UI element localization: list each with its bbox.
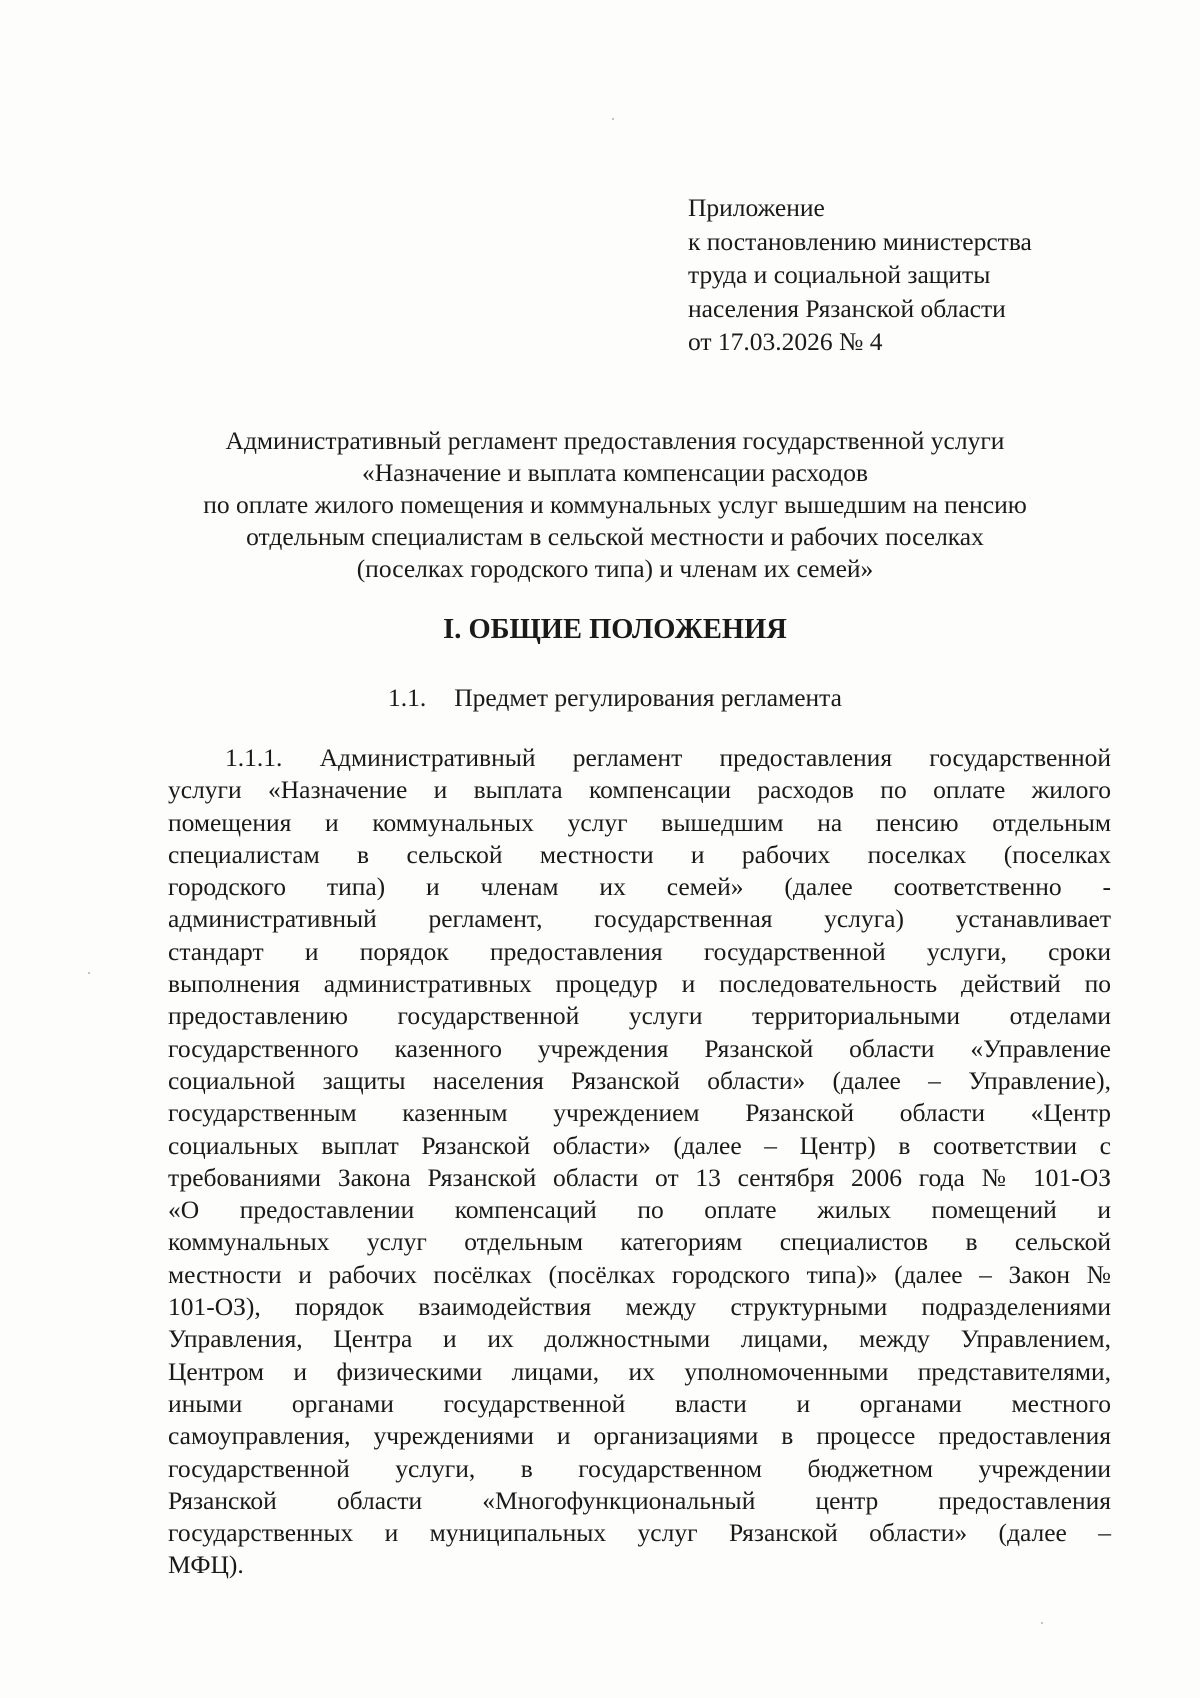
paragraph-line: Центром и физическими лицами, их уполномоченными представителями, bbox=[168, 1356, 1111, 1386]
paragraph-line: МФЦ). bbox=[168, 1550, 244, 1580]
scan-speck bbox=[88, 972, 90, 974]
paragraph-line: «О предоставлении компенсаций по оплате жилых помещений и bbox=[168, 1195, 1111, 1225]
scan-speck bbox=[612, 118, 614, 120]
paragraph-line: коммунальных услуг отдельным категориям специалистов в сельской bbox=[168, 1227, 1111, 1257]
title-line: «Назначение и выплата компенсации расходов bbox=[362, 458, 868, 487]
scan-speck bbox=[1041, 1622, 1043, 1624]
paragraph-line: городского типа) и членам их семей» (далее соответственно - bbox=[168, 872, 1111, 902]
appendix-line: труда и социальной защиты bbox=[688, 260, 991, 289]
section-heading: I. ОБЩИЕ ПОЛОЖЕНИЯ bbox=[443, 614, 787, 645]
paragraph-line: местности и рабочих посёлках (посёлках городского типа)» (далее – Закон № bbox=[168, 1259, 1111, 1289]
paragraph-line: специалистам в сельской местности и рабочих поселках (поселках bbox=[168, 839, 1111, 869]
paragraph-line: социальной защиты населения Рязанской области» (далее – Управление), bbox=[168, 1065, 1111, 1095]
paragraph-line: государственного казенного учреждения Рязанской области «Управление bbox=[168, 1033, 1111, 1063]
paragraph-line: требованиями Закона Рязанской области от 13 сентября 2006 года № 101-ОЗ bbox=[168, 1162, 1111, 1192]
paragraph-line: государственной услуги, в государственном бюджетном учреждении bbox=[168, 1453, 1111, 1483]
paragraph-1-1-1 bbox=[168, 742, 1111, 1582]
title-line: (поселках городского типа) и членам их семей» bbox=[356, 554, 874, 583]
paragraph-line: предоставлению государственной услуги территориальными отделами bbox=[168, 1001, 1111, 1031]
title-line: отдельным специалистам в сельской местности и рабочих поселках bbox=[246, 522, 984, 551]
paragraph-line: самоуправления, учреждениями и организациями в процессе предоставления bbox=[168, 1421, 1111, 1451]
title-line: по оплате жилого помещения и коммунальных услуг вышедшим на пенсию bbox=[203, 490, 1027, 519]
paragraph-line: Управления, Центра и их должностными лицами, между Управлением, bbox=[168, 1324, 1111, 1354]
paragraph-line: административный регламент, государственная услуга) устанавливает bbox=[168, 904, 1111, 934]
document-title bbox=[150, 425, 1080, 585]
paragraph-line: выполнения административных процедур и последовательность действий по bbox=[168, 969, 1111, 999]
title-line: Административный регламент предоставления государственной услуги bbox=[225, 426, 1005, 455]
paragraph-line: государственных и муниципальных услуг Рязанской области» (далее – bbox=[168, 1518, 1111, 1548]
appendix-line: к постановлению министерства bbox=[688, 226, 1032, 256]
paragraph-line: социальных выплат Рязанской области» (далее – Центр) в соответствии с bbox=[168, 1130, 1111, 1160]
paragraph-line: услуги «Назначение и выплата компенсации расходов по оплате жилого bbox=[168, 775, 1111, 805]
appendix-line: Приложение bbox=[688, 193, 825, 222]
paragraph-line: иными органами государственной власти и органами местного bbox=[168, 1388, 1111, 1418]
subsection-heading bbox=[150, 682, 1080, 714]
appendix-date-line: от 17.03.2026 № 4 bbox=[688, 327, 883, 356]
paragraph-line: стандарт и порядок предоставления государственной услуги, сроки bbox=[168, 936, 1111, 966]
paragraph-line: государственным казенным учреждением Рязанской области «Центр bbox=[168, 1098, 1111, 1128]
subsection-title: Предмет регулирования регламента bbox=[454, 683, 842, 712]
appendix-block bbox=[688, 191, 1128, 359]
paragraph-line: 1.1.1. Административный регламент предоставления государственной bbox=[225, 743, 1111, 772]
subsection-number: 1.1. bbox=[388, 683, 427, 712]
paragraph-line: Рязанской области «Многофункциональный центр предоставления bbox=[168, 1485, 1111, 1515]
paragraph-line: 101-ОЗ), порядок взаимодействия между структурными подразделениями bbox=[168, 1292, 1111, 1322]
paragraph-line: помещения и коммунальных услуг вышедшим на пенсию отдельным bbox=[168, 807, 1111, 837]
appendix-line: населения Рязанской области bbox=[688, 293, 1006, 323]
